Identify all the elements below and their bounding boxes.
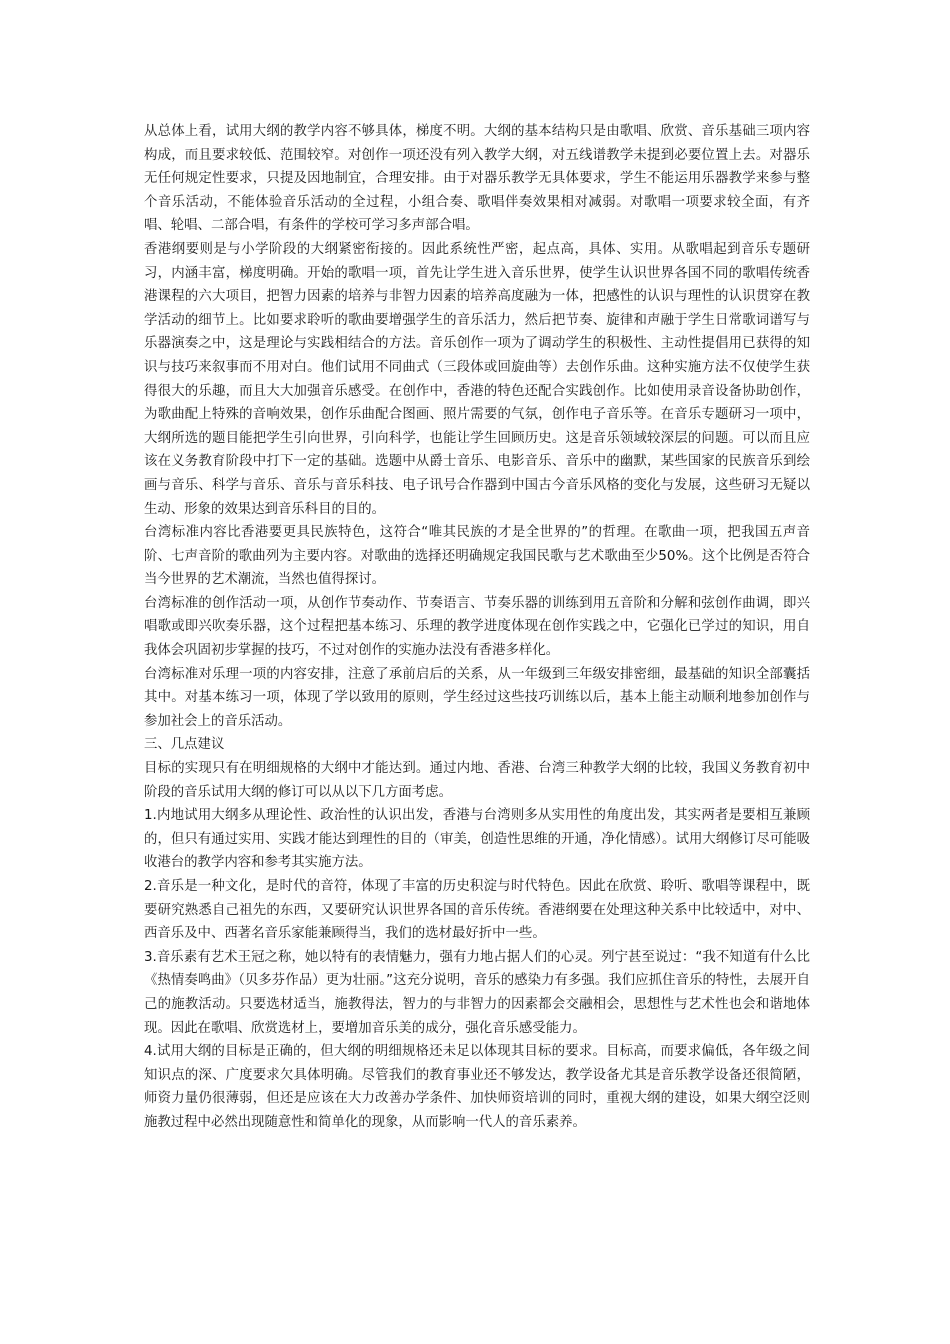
document-body — [144, 120, 810, 1135]
paragraph-taiwan-theory: 台湾标准对乐理一项的内容安排，注意了承前启后的关系，从一年级到三年级安排密细，最基础的知识全部囊括其中。对基本练习一项，体现了学以致用的原则，学生经过这些技巧训练以后，基本上能主动顺利地参加创作与参加社会上的音乐活动。 — [144, 666, 810, 729]
paragraph-hongkong-syllabus: 香港纲要则是与小学阶段的大纲紧密衔接的。因此系统性严密，起点高，具体、实用。从歌唱起到音乐专题研习，内涵丰富，梯度明确。开始的歌唱一项，首先让学生进入音乐世界，使学生认识世界各国不同的歌唱传统香港课程的六大项目，把智力因素的培养与非智力因素的培养高度融为一体，把感性的认识与理性的认识贯穿在教学活动的细节上。比如要求聆听的歌曲要增强学生的音乐活力，然后把节奏、旋律和声融于学生日常歌词谱写与乐器演奏之中，这是理论与实践相结合的方法。音乐创作一项为了调动学生的积极性、主动性提倡用已获得的知识与技巧来叙事而不用对白。他们试用不同曲式（三段体或回旋曲等）去创作乐曲。这种实施方法不仅使学生获得很大的乐趣，而且大大加强音乐感受。在创作中，香港的特色还配合实践创作。比如使用录音设备协助创作，为歌曲配上特殊的音响效果，创作乐曲配合图画、照片需要的气氛，创作电子音乐等。在音乐专题研习一项中，大纲所选的题目能把学生引向世界，引向科学，也能让学生回顾历史。这是音乐领域较深层的问题。可以而且应该在义务教育阶段中打下一定的基础。选题中从爵士音乐、电影音乐、音乐中的幽默，某些国家的民族音乐到绘画与音乐、科学与音乐、音乐与音乐科技、电子讯号合作器到中国古今音乐风格的变化与发展，这些研习无疑以生动、形象的效果达到音乐科目的目的。 — [144, 241, 810, 517]
paragraph-taiwan-songs: 台湾标准内容比香港要更具民族特色，这符合“唯其民族的才是全世界的”的哲理。在歌曲一项，把我国五声音阶、七声音阶的歌曲列为主要内容。对歌曲的选择还明确规定我国民歌与艺术歌曲至少50%。这个比例是否符合当今世界的艺术潮流，当然也值得探讨。 — [144, 525, 810, 588]
paragraph-mainland-overview: 从总体上看，试用大纲的教学内容不够具体，梯度不明。大纲的基本结构只是由歌唱、欣赏、音乐基础三项内容构成，而且要求较低、范围较窄。对创作一项还没有列入教学大纲，对五线谱教学未提到必要位置上去。对器乐无任何规定性要求，只提及因地制宜，合理安排。由于对器乐教学无具体要求，学生不能运用乐器教学来参与整个音乐活动，不能体验音乐活动的全过程，小组合奏、歌唱伴奏效果相对减弱。对歌唱一项要求较全面，有齐唱、轮唱、二部合唱，有条件的学校可学习多声部合唱。 — [144, 124, 810, 234]
paragraph-suggestion-4: 4.试用大纲的目标是正确的，但大纲的明细规格还未足以体现其目标的要求。目标高，而要求偏低，各年级之间知识点的深、广度要求欠具体明确。尽管我们的教育事业还不够发达，教学设备尤其是音乐教学设备还很简陋，师资力量仍很薄弱，但还是应该在大力改善办学条件、加快师资培训的同时，重视大纲的建设，如果大纲空泛则施教过程中必然出现随意性和简单化的现象，从而影响一代人的音乐素养。 — [144, 1044, 810, 1130]
paragraph-taiwan-creation: 台湾标准的创作活动一项，从创作节奏动作、节奏语言、节奏乐器的训练到用五音阶和分解和弦创作曲调，即兴唱歌或即兴吹奏乐器，这个过程把基本练习、乐理的教学进度体现在创作实践之中，它强化已学过的知识，用自我体会巩固初步掌握的技巧，不过对创作的实施办法没有香港多样化。 — [144, 595, 810, 659]
section-heading-suggestions: 三、几点建议 — [144, 737, 225, 753]
paragraph-suggestions-intro: 目标的实现只有在明细规格的大纲中才能达到。通过内地、香港、台湾三种教学大纲的比较，我国义务教育初中阶段的音乐试用大纲的修订可以从以下几方面考虑。 — [144, 761, 810, 800]
paragraph-suggestion-2: 2.音乐是一种文化，是时代的音符，体现了丰富的历史积淀与时代特色。因此在欣赏、聆听、歌唱等课程中，既要研究熟悉自己祖先的东西，又要研究认识世界各国的音乐传统。香港纲要在处理这种关系中比较适中，对中、西音乐及中、西著名音乐家能兼顾得当，我们的选材最好折中一些。 — [144, 879, 810, 942]
paragraph-suggestion-3: 3.音乐素有艺术王冠之称，她以特有的表情魅力，强有力地占据人们的心灵。列宁甚至说过：“我不知道有什么比《热情奏鸣曲》（贝多芬作品）更为壮丽。”这充分说明，音乐的感染力有多强。我们应抓住音乐的特性，去展开自己的施教活动。只要选材适当，施教得法，智力的与非智力的因素都会交融相会，思想性与艺术性也会和谐地体现。因此在歌唱、欣赏选材上，要增加音乐美的成分，强化音乐感受能力。 — [144, 949, 810, 1036]
paragraph-suggestion-1: 1.内地试用大纲多从理论性、政治性的认识出发，香港与台湾则多从实用性的角度出发，其实两者是要相互兼顾的，但只有通过实用、实践才能达到理性的目的（审美，创造性思维的开通，净化情感）。试用大纲修订尽可能吸收港台的教学内容和参考其实施方法。 — [144, 808, 810, 871]
